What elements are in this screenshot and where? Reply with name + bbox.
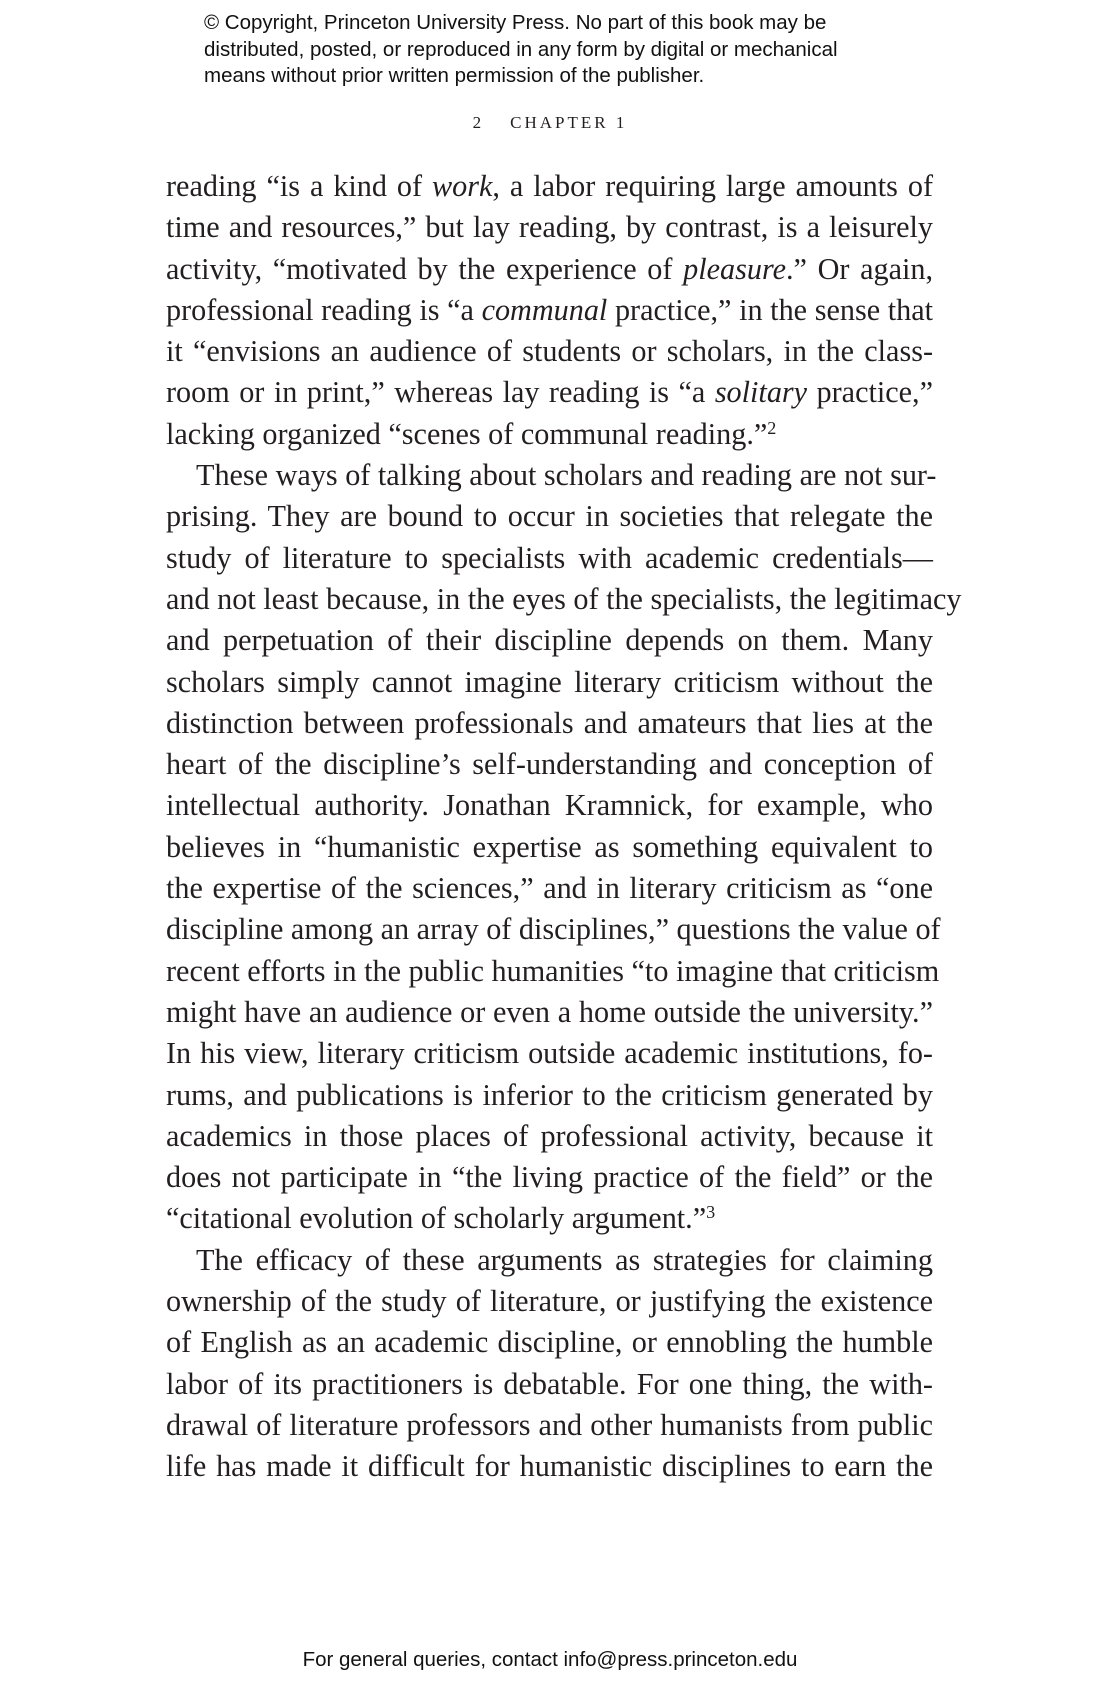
text-line xyxy=(166,207,933,248)
emphasis-text: solitary xyxy=(714,375,808,410)
text-line xyxy=(166,414,933,455)
text-segment: “citational evolution of scholarly argument.” xyxy=(166,1201,707,1236)
text-segment: reading “is a kind of xyxy=(166,169,433,203)
text-line xyxy=(166,290,933,331)
copyright-notice-line: distributed, posted, or reproduced in any form by digital or mechanical xyxy=(204,37,838,61)
text-line xyxy=(166,785,933,826)
text-segment: room or in print,” whereas lay reading is “a xyxy=(166,375,715,410)
text-line xyxy=(166,1157,933,1198)
contact-footer: For general queries, contact info@press.princeton.edu xyxy=(302,1648,798,1671)
text-segment: In his view, literary criticism outside academic institutions, fo- xyxy=(166,1036,933,1071)
text-segment: and not least because, in the eyes of the specialists, the legitimacy xyxy=(166,581,962,616)
text-segment: distinction between professionals and amateurs that lies at the xyxy=(166,705,933,740)
text-segment: study of literature to specialists with academic credentials— xyxy=(166,540,933,575)
text-segment: The efficacy of these arguments as strategies for claiming xyxy=(196,1242,933,1277)
text-segment: activity, “motivated by the experience of xyxy=(166,251,684,286)
text-line xyxy=(166,1364,933,1405)
copyright-notice-line: means without prior written permission of the publisher. xyxy=(204,64,705,87)
text-segment: academics in those places of professional activity, because it xyxy=(166,1118,933,1153)
text-line xyxy=(166,1446,933,1487)
text-line xyxy=(166,1033,933,1074)
text-segment: and perpetuation of their discipline depends on them. Many xyxy=(166,623,933,658)
text-segment: believes in “humanistic expertise as something equivalent to xyxy=(166,829,933,864)
text-segment: professional reading is “a xyxy=(166,292,482,327)
text-segment: drawal of literature professors and other humanists from public xyxy=(166,1407,933,1442)
text-line xyxy=(166,909,941,950)
text-line xyxy=(166,455,937,496)
text-segment: does not participate in “the living practice of the field” or the xyxy=(166,1160,933,1195)
text-line xyxy=(166,662,933,703)
text-segment: rums, and publications is inferior to the criticism generated by xyxy=(166,1077,933,1112)
text-segment: , a labor requiring large amounts of xyxy=(492,169,934,203)
text-segment: of English as an academic discipline, or ennobling the humble xyxy=(166,1325,933,1360)
text-segment: might have an audience or even a home outside the university.” xyxy=(166,994,933,1029)
text-line xyxy=(166,166,933,207)
emphasis-text: communal xyxy=(481,292,608,327)
text-line xyxy=(166,579,962,620)
copyright-notice xyxy=(204,10,924,90)
text-line xyxy=(166,1405,933,1446)
text-line xyxy=(166,1281,933,1322)
text-segment: time and resources,” but lay reading, by contrast, is a leisurely xyxy=(166,210,933,245)
text-line xyxy=(166,992,933,1033)
text-line xyxy=(166,744,933,785)
page-number: 2 xyxy=(472,113,485,132)
chapter-label: CHAPTER 1 xyxy=(510,113,628,132)
copyright-notice-line: © Copyright, Princeton University Press. No part of this book may be xyxy=(204,11,827,34)
text-line xyxy=(166,868,933,909)
text-segment: practice,” xyxy=(807,375,933,410)
text-line xyxy=(166,827,933,868)
text-line xyxy=(166,538,933,579)
emphasis-text: pleasure xyxy=(683,251,786,286)
running-head xyxy=(0,113,1100,133)
text-segment: the expertise of the sciences,” and in literary criticism as “one xyxy=(166,871,933,906)
emphasis-text: work xyxy=(432,169,493,203)
text-line xyxy=(166,1322,933,1363)
text-segment: life has made it difficult for humanistic disciplines to earn the xyxy=(166,1449,933,1484)
text-segment: lacking organized “scenes of communal reading.” xyxy=(166,416,768,451)
text-segment: .” Or again, xyxy=(785,251,934,286)
text-line xyxy=(166,703,933,744)
footnote-marker: 3 xyxy=(706,1202,716,1223)
text-segment: These ways of talking about scholars and reading are not sur- xyxy=(196,458,937,493)
text-segment: labor of its practitioners is debatable. For one thing, the with- xyxy=(166,1366,933,1401)
text-line xyxy=(166,249,933,290)
text-line xyxy=(166,1240,933,1281)
text-segment: intellectual authority. Jonathan Kramnick, for example, who xyxy=(166,788,933,823)
text-segment: recent efforts in the public humanities “to imagine that criticism xyxy=(166,953,940,988)
footnote-marker: 2 xyxy=(767,417,777,438)
text-segment: it “envisions an audience of students or scholars, in the class- xyxy=(166,334,933,369)
text-segment: prising. They are bound to occur in societies that relegate the xyxy=(166,499,933,534)
body-text xyxy=(166,166,962,1488)
text-line xyxy=(166,1075,933,1116)
text-line xyxy=(166,331,933,372)
text-line xyxy=(166,496,933,537)
text-segment: scholars simply cannot imagine literary criticism without the xyxy=(166,664,933,699)
text-line xyxy=(166,951,940,992)
text-segment: ownership of the study of literature, or justifying the existence xyxy=(166,1284,933,1319)
text-line xyxy=(166,372,933,413)
text-segment: practice,” in the sense that xyxy=(607,292,933,327)
text-segment: heart of the discipline’s self-understanding and conception of xyxy=(166,747,933,782)
text-line xyxy=(166,620,933,661)
text-line xyxy=(166,1116,933,1157)
text-segment: discipline among an array of disciplines,” questions the value of xyxy=(166,912,941,947)
text-line xyxy=(166,1198,933,1239)
